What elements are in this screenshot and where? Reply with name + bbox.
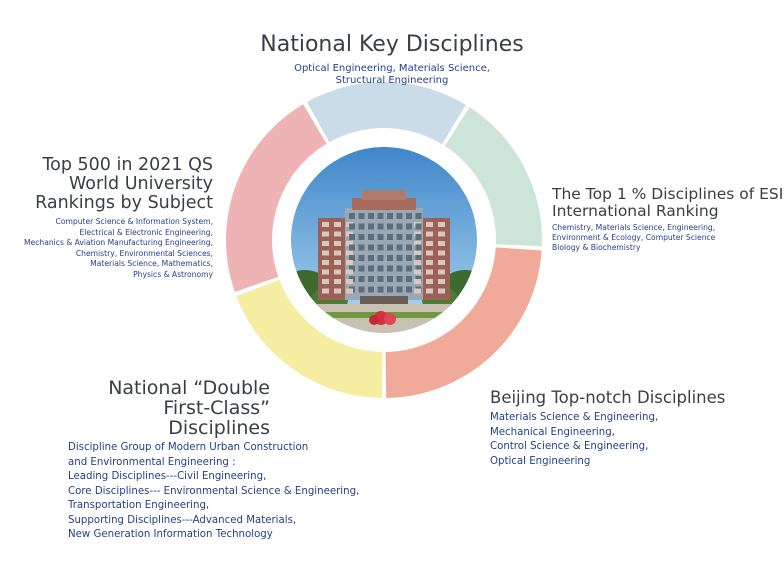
list-item: Optical Engineering, Materials Science,: [294, 63, 490, 75]
list-item: Optical Engineering: [490, 455, 591, 467]
beijing-items: [490, 411, 780, 469]
list-item: Supporting Disciplines---Advanced Materials,: [68, 514, 297, 526]
list-item: and Environmental Engineering :: [68, 456, 236, 468]
double-first-class-title: [60, 378, 270, 438]
double-first-class-items: [68, 441, 360, 543]
list-item: New Generation Information Technology: [68, 529, 273, 540]
list-item: Discipline Group of Modern Urban Construction: [68, 442, 309, 453]
list-item: Structural Engineering: [335, 75, 449, 87]
list-item: Transportation Engineering,: [68, 500, 210, 511]
segment-national-key: [307, 82, 466, 144]
qs-title-line: Rankings by Subject: [35, 193, 213, 213]
beijing-title: Beijing Top-notch Disciplines: [490, 388, 726, 407]
list-item: Chemistry, Environmental Sciences,: [75, 248, 213, 258]
national-key-items: [200, 63, 584, 87]
qs-items: [10, 217, 213, 281]
national-key-title: National Key Disciplines: [260, 32, 524, 57]
list-item: Environment & Ecology, Computer Science: [552, 233, 716, 242]
list-item: Materials Science, Mathematics,: [90, 259, 213, 269]
dfc-title-line: First-Class” Disciplines: [163, 397, 270, 439]
list-item: Core Disciplines--- Environmental Science & Engineering,: [68, 485, 360, 497]
list-item: Electrical & Electronic Engineering,: [79, 227, 213, 237]
qs-ranking-block: [10, 156, 213, 281]
list-item: Chemistry, Materials Science, Engineering,: [552, 223, 716, 232]
list-item: Physics & Astronomy: [133, 269, 213, 279]
list-item: Biology & Biochemistry: [552, 243, 641, 252]
double-first-class-block: [60, 377, 360, 543]
list-item: Control Science & Engineering,: [490, 441, 649, 453]
qs-title: [10, 156, 213, 213]
qs-title-line: World University: [69, 174, 213, 194]
esi-title-line: International Ranking: [552, 202, 719, 220]
dfc-title-line: National “Double: [108, 377, 270, 399]
list-item: Mechanics & Aviation Manufacturing Engineering,: [23, 238, 213, 248]
list-item: Leading Disciplines---Civil Engineering,: [68, 471, 267, 482]
beijing-top-notch-block: [490, 389, 780, 469]
list-item: Materials Science & Engineering,: [490, 412, 659, 423]
esi-ranking-block: [552, 186, 784, 253]
qs-title-line: Top 500 in 2021 QS: [42, 155, 213, 175]
list-item: Mechanical Engineering,: [490, 426, 615, 438]
list-item: Computer Science & Information System,: [55, 217, 213, 226]
esi-items: [552, 223, 784, 253]
national-key-disciplines-block: [200, 32, 584, 87]
esi-title: [552, 186, 784, 220]
esi-title-line: The Top 1 % Disciplines of ESI: [552, 185, 784, 203]
